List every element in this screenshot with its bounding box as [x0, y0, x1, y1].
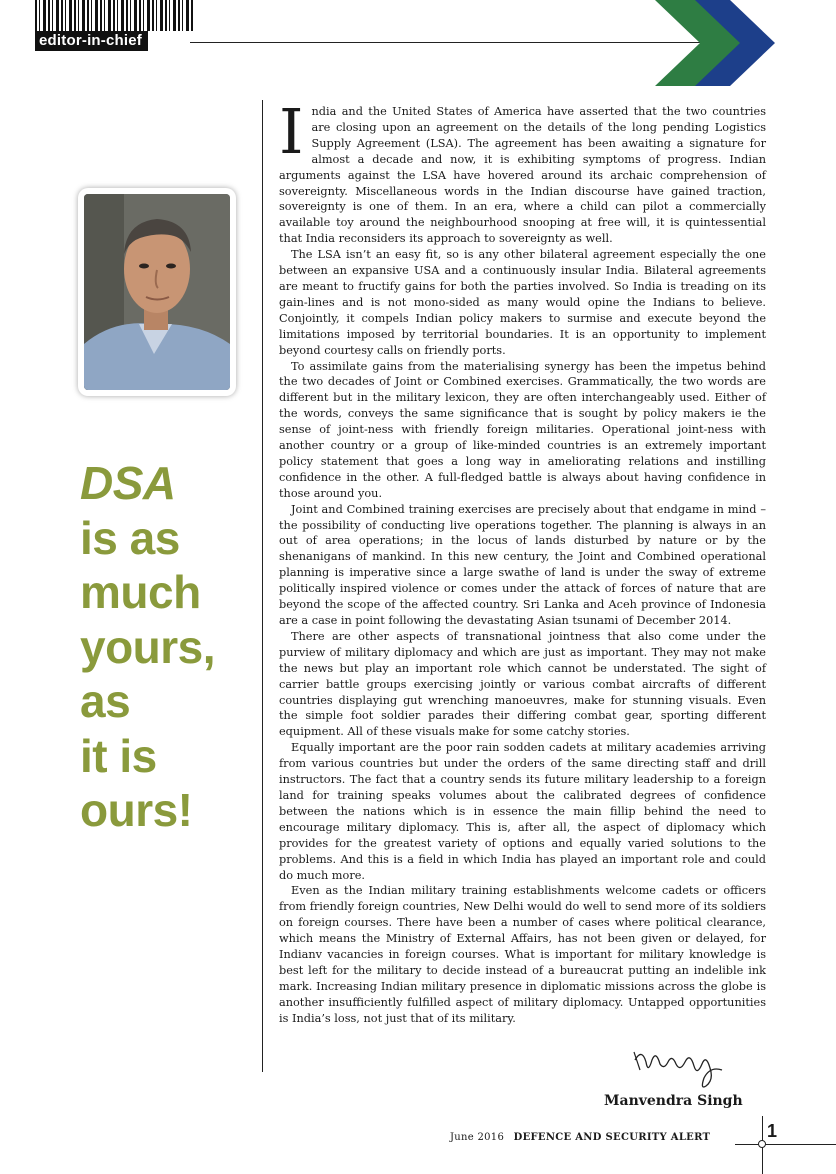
- article-paragraph: To assimilate gains from the materialising synergy has been the impetus behind the two decades of Joint or Combined exercises. Grammatically, the two words are different but in the military lexicon, they are often interchangeably used. Either of the words, conveys the same significance that is sought by policy makers ie the sense of joint-ness with friendly foreign militaries. Operational joint-ness with another country or a group of like-minded countries is an extremely important policy statement that goes a long way in ameliorating relations and instilling confidence in the other. A full-fledged battle is always about having confidence in those around you.: [279, 359, 766, 500]
- headline-line: is as: [80, 511, 180, 564]
- footer-rule: [735, 1144, 836, 1145]
- pull-headline: [80, 456, 215, 838]
- article-paragraph: The LSA isn’t an easy fit, so is any other bilateral agreement especially the one between an expansive USA and a continuously insular India. Bilateral agreements are meant to fructify gains for both the parties involved. So India is treading on its gain-lines and is not mono-sided as many would opine the Indians to believe. Conjointly, it compels Indian policy makers to surmise and execute beyond the limitations imposed by territorial boundaries. It is an opportunity to implement beyond courtesy calls on friendly ports.: [279, 248, 766, 357]
- issue-date: June 2016: [450, 1132, 505, 1143]
- author-name: Manvendra Singh: [604, 1093, 743, 1109]
- article-paragraph: Equally important are the poor rain sodden cadets at military academies arriving from various countries but under the orders of the same directing staff and drill instructors. The fact that a country sends its future military leadership to a foreign land for training speaks volumes about the calibrated degrees of confidence between the nations which is in essence the main fillip behind the need to encourage military diplomacy. This is, after all, the aspect of diplomacy which provides for the greatest variety of options and equally varied solutions to the problems. And this is a field in which India has played an important role and could do much more.: [279, 741, 766, 882]
- page-number: 1: [767, 1121, 778, 1141]
- header-rule: [190, 42, 700, 43]
- registration-mark-icon: [758, 1140, 766, 1148]
- page-footer: [450, 1132, 710, 1143]
- paragraph-text: ndia and the United States of America have asserted that the two countries are closing upon an agreement on the details of the long pending Logistics Supply Agreement (LSA). The agreement has been awaiting a signature for almost a decade and now, it is exhibiting symptoms of progress. Indian arguments against the LSA have hovered around its archaic comprehension of sovereignty. Miscellaneous words in the Indian discourse have gained traction, sovereignty is one of them. In an era, where a child can pilot a commercially available toy around the neighbourhood snooping at free will, it is quintessential that India reconsiders its approach to sovereignty as well.: [279, 105, 766, 246]
- headline-line: yours,: [80, 620, 216, 673]
- headline-line: as: [80, 675, 131, 727]
- headline-line: it is: [80, 729, 157, 782]
- signature-image: [630, 1040, 730, 1096]
- portrait-image: [84, 194, 230, 390]
- author-photo: [84, 194, 230, 390]
- barcode-decoration: [35, 0, 195, 31]
- publication-name: DEFENCE AND SECURITY ALERT: [513, 1132, 711, 1143]
- article-paragraph: Joint and Combined training exercises are precisely about that endgame in mind – the possibility of conducting live operations together. The planning is always in an out of area operations; in the locus of lands disturbed by nature or by the shenanigans of mankind. In this new century, the Joint and Combined operational planning is imperative since a large swathe of land is under the sway of extreme politically inspired violence or comes under the attack of forces of nature that are beyond the scope of the affected country. Sri Lanka and Aceh province of Indonesia are a case in point following the devastating Asian tsunami of December 2014.: [279, 502, 766, 627]
- drop-cap: I: [279, 95, 304, 168]
- column-divider: [262, 100, 263, 1072]
- article-body: [279, 95, 766, 1027]
- chevron-logo-icon: [650, 0, 780, 86]
- article-paragraph: Even as the Indian military training establishments welcome cadets or officers from friendly foreign countries, New Delhi would do well to send more of its soldiers on foreign courses. There have been a number of cases where political clearance, which means the Ministry of External Affairs, has not been given or delayed, for Indianv vacancies in foreign courses. What is important for military knowledge is best left for the military to decide instead of a bureaucrat putting an indelible ink mark. Increasing Indian military presence in diplomatic missions across the globe is another insufficiently fulfilled aspect of military diplomacy. Untapped opportunities is India’s loss, not just that of its military.: [279, 884, 766, 1025]
- article-paragraph: [279, 95, 766, 247]
- headline-line: DSA: [80, 457, 176, 509]
- headline-line: ours!: [80, 784, 193, 836]
- author-photo-frame: [78, 188, 236, 396]
- section-label: editor-in-chief: [35, 31, 148, 51]
- headline-line: much: [80, 566, 201, 618]
- article-paragraph: There are other aspects of transnational jointness that also come under the purview of military diplomacy and which are just as important. They may not make the news but play an important role which cannot be understated. The sight of carrier battle groups exercising jointly or various combat aircrafts of different countries displaying gut wrenching manoeuvres, make for stunning visuals. Even the simple foot soldier parades their differing combat gear, sporting different equipment. All of these visuals make for some catchy stories.: [279, 629, 766, 739]
